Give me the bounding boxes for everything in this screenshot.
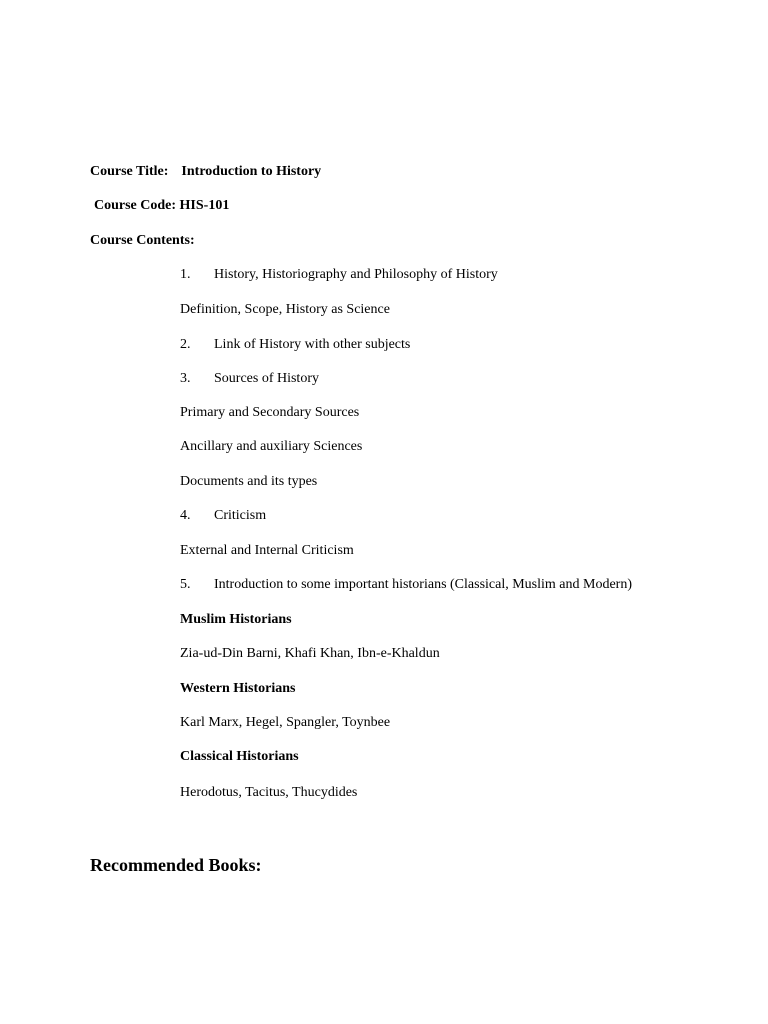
list-item-number: 1.: [180, 267, 191, 282]
classical-historians-heading: Classical Historians: [180, 749, 299, 764]
list-item-number: 5.: [180, 577, 191, 592]
list-item-number: 3.: [180, 371, 191, 386]
list-item-text: Introduction to some important historians (Classical, Muslim and Modern): [214, 577, 632, 592]
list-item-4-detail: External and Internal Criticism: [180, 543, 354, 558]
course-code-row: [94, 198, 229, 214]
list-item-3-detail-1: Primary and Secondary Sources: [180, 405, 360, 420]
list-item-1-detail: Definition, Scope, History as Science: [180, 302, 390, 317]
muslim-historians-list: Zia-ud-Din Barni, Khafi Khan, Ibn-e-Khaldun: [180, 646, 440, 661]
classical-historians-list: Herodotus, Tacitus, Thucydides: [180, 785, 358, 800]
list-item-3: [180, 371, 319, 387]
course-title-label: Course Title:: [90, 164, 169, 179]
list-item-2: [180, 337, 410, 353]
list-item-3-detail-3: Documents and its types: [180, 474, 318, 489]
course-title-value: Introduction to History: [181, 164, 322, 179]
western-historians-heading: Western Historians: [180, 681, 296, 696]
muslim-historians-heading: Muslim Historians: [180, 612, 292, 627]
list-item-5: [180, 577, 632, 593]
list-item-1: [180, 267, 498, 283]
list-item-4: [180, 508, 266, 524]
list-item-text: Sources of History: [214, 371, 319, 386]
western-historians-list: Karl Marx, Hegel, Spangler, Toynbee: [180, 715, 391, 730]
recommended-books-heading: Recommended Books:: [90, 855, 262, 875]
course-contents-label: Course Contents:: [90, 233, 195, 248]
course-title-row: [90, 164, 321, 180]
list-item-number: 4.: [180, 508, 191, 523]
list-item-3-detail-2: Ancillary and auxiliary Sciences: [180, 439, 363, 454]
list-item-number: 2.: [180, 337, 191, 352]
list-item-text: Link of History with other subjects: [214, 337, 411, 352]
course-code-value: HIS-101: [179, 198, 230, 213]
course-code-label: Course Code:: [94, 198, 177, 213]
list-item-text: Criticism: [214, 508, 267, 523]
list-item-text: History, Historiography and Philosophy of History: [214, 267, 498, 282]
